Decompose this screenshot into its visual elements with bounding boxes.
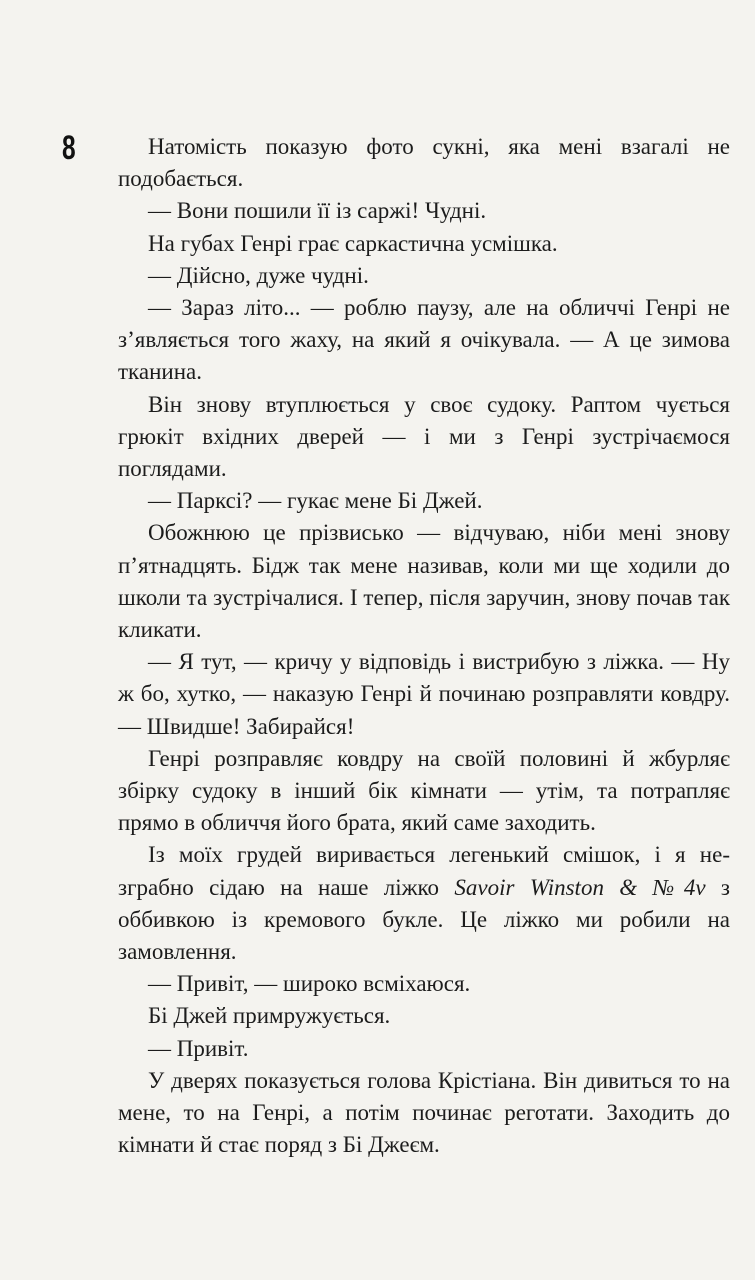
paragraph: У дверях показується голова Крістіана. Він дивиться то на мене, то на Генрі, а потім починає реготати. Заходить до кімнати й стає поряд з Бі Джеєм.	[118, 1067, 730, 1158]
paragraph-text: з оббивкою із кремового букле. Це ліжко ми робили на замовлення.	[118, 874, 730, 965]
paragraph: — Я тут, — кричу у відповідь і вистрибую з ліжка. — Ну ж бо, хутко, — наказую Генрі й починаю розправляти ковдру. — Швидше! Забирайся!	[118, 649, 730, 739]
paragraph: — Парксі? — гукає мене Бі Джей.	[148, 488, 483, 514]
paragraph: — Зараз літо... — роблю паузу, але на обличчі Генрі не з’являється того жаху, на який я очікувала. — А це зимова тканина.	[118, 295, 730, 385]
paragraph: Він знову втуплюється у своє судоку. Раптом чується грюкіт вхідних дверей — і ми з Генрі зустрічаємося поглядами.	[118, 391, 730, 482]
paragraph: На губах Генрі грає саркастична усмішка.	[148, 230, 558, 256]
paragraph: — Привіт, — широко всміхаюся.	[148, 971, 471, 997]
page-number: 8	[62, 129, 76, 167]
paragraph: Обожнюю це прізвисько — відчуваю, ніби мені знову п’ятнадцять. Бідж так мене називав, коли ми ще ходили до школи та зустрічалися. І тепер, після заручин, знову почав так кликати.	[118, 520, 730, 643]
bed-model-name: Savoir Winston & №4v	[454, 874, 706, 900]
paragraph: Бі Джей примружується.	[148, 1003, 391, 1029]
paragraph: — Дійсно, дуже чудні.	[148, 262, 369, 288]
paragraph: Натомість показую фото сукні, яка мені взагалі не подобається.	[118, 134, 730, 192]
text-body	[118, 131, 730, 1162]
paragraph: Генрі розправляє ковдру на своїй половині й жбурляє збірку судоку в інший бік кімнати — утім, та потрапляє прямо в обличчя його брата, який саме заходить.	[118, 745, 730, 836]
paragraph-text: Із моїх грудей виривається легенький смішок, і я незграбно сідаю на наше ліжко	[118, 842, 730, 900]
paragraph: — Вони пошили її із саржі! Чудні.	[148, 198, 487, 224]
paragraph	[118, 839, 730, 968]
paragraph: — Привіт.	[148, 1035, 249, 1061]
